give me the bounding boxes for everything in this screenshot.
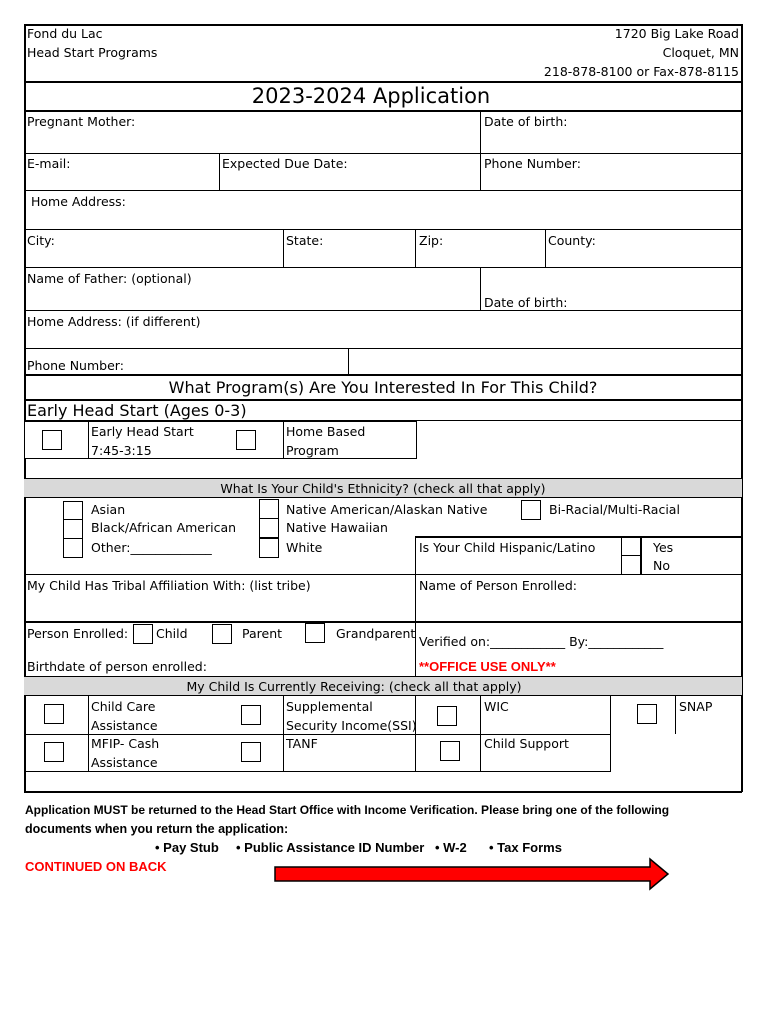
biracial-label: Bi-Racial/Multi-Racial <box>549 502 680 517</box>
cca-label-2: Assistance <box>91 718 158 733</box>
divider <box>24 695 742 696</box>
person-enrolled-label: Person Enrolled: <box>27 626 129 641</box>
ehs-heading: Early Head Start (Ages 0-3) <box>27 401 247 420</box>
city-field[interactable]: City: <box>27 233 55 248</box>
home-based-label-2: Program <box>286 443 339 458</box>
doc-public-assistance: • Public Assistance ID Number <box>236 840 425 855</box>
biracial-checkbox[interactable] <box>521 500 541 520</box>
hispanic-yes-checkbox[interactable] <box>621 537 641 557</box>
frame-bottom <box>24 791 742 793</box>
org-name: Fond du Lac <box>27 26 103 41</box>
divider <box>24 478 742 479</box>
snap-label: SNAP <box>679 699 713 714</box>
ssi-checkbox[interactable] <box>241 705 261 725</box>
ssi-label-2: Security Income(SSI) <box>286 718 417 733</box>
address-city: Cloquet, MN <box>662 45 739 60</box>
mother-dob-field[interactable]: Date of birth: <box>484 114 568 129</box>
programs-heading: What Program(s) Are You Interested In For This Child? <box>168 378 598 397</box>
ehs-checkbox[interactable] <box>42 430 62 450</box>
divider <box>24 153 742 154</box>
asian-label: Asian <box>91 502 126 517</box>
native-hawaiian-checkbox[interactable] <box>259 518 279 538</box>
father-address-field[interactable]: Home Address: (if different) <box>27 314 201 329</box>
birthdate-enrolled-field[interactable]: Birthdate of person enrolled: <box>27 659 207 674</box>
divider <box>24 497 742 498</box>
child-support-label: Child Support <box>484 736 569 751</box>
divider <box>24 190 742 191</box>
hispanic-question: Is Your Child Hispanic/Latino <box>419 540 596 555</box>
home-based-label: Home Based <box>286 424 366 439</box>
enrolled-child-label: Child <box>156 626 188 641</box>
native-american-checkbox[interactable] <box>259 499 279 519</box>
tanf-label: TANF <box>286 736 318 751</box>
return-notice: Application MUST be returned to the Head Start Office with Income Verification. Please bring one of the following <box>25 803 670 817</box>
other-checkbox[interactable] <box>63 538 83 558</box>
tribal-affiliation-field[interactable]: My Child Has Tribal Affiliation With: (list tribe) <box>27 578 311 593</box>
org-programs: Head Start Programs <box>27 45 158 60</box>
divider <box>24 374 742 376</box>
divider <box>415 622 416 676</box>
enrolled-grandparent-label: Grandparent <box>336 626 416 641</box>
home-based-checkbox[interactable] <box>236 430 256 450</box>
hispanic-no-label: No <box>653 558 670 573</box>
divider <box>24 676 742 677</box>
name-enrolled-field[interactable]: Name of Person Enrolled: <box>419 578 577 593</box>
title-line-bottom <box>24 110 742 112</box>
divider <box>480 267 481 310</box>
father-phone-field[interactable]: Phone Number: <box>27 358 124 373</box>
tanf-checkbox[interactable] <box>241 742 261 762</box>
hispanic-no-checkbox[interactable] <box>621 555 641 575</box>
continued-on-back: CONTINUED ON BACK <box>25 859 167 874</box>
asian-checkbox[interactable] <box>63 501 83 521</box>
divider <box>675 696 676 734</box>
hispanic-yes-label: Yes <box>653 540 674 555</box>
white-checkbox[interactable] <box>259 538 279 558</box>
divider <box>88 421 89 459</box>
divider <box>24 621 742 623</box>
cca-checkbox[interactable] <box>44 704 64 724</box>
email-field[interactable]: E-mail: <box>27 156 71 171</box>
enrolled-child-checkbox[interactable] <box>133 624 153 644</box>
ssi-label: Supplemental <box>286 699 373 714</box>
due-date-field[interactable]: Expected Due Date: <box>222 156 348 171</box>
ethnicity-heading: What Is Your Child's Ethnicity? (check all that apply) <box>220 481 546 496</box>
divider <box>24 574 742 575</box>
doc-pay-stub: • Pay Stub <box>155 840 219 855</box>
pregnant-mother-field[interactable]: Pregnant Mother: <box>27 114 136 129</box>
divider <box>24 310 742 311</box>
state-field[interactable]: State: <box>286 233 324 248</box>
cca-label: Child Care <box>91 699 156 714</box>
divider <box>415 536 742 538</box>
mfip-checkbox[interactable] <box>44 742 64 762</box>
divider <box>219 153 220 191</box>
divider <box>24 348 742 349</box>
wic-checkbox[interactable] <box>437 706 457 726</box>
doc-w2: • W-2 <box>435 840 467 855</box>
divider <box>641 536 642 574</box>
white-label: White <box>286 540 323 555</box>
return-notice-2: documents when you return the application: <box>25 822 289 836</box>
black-checkbox[interactable] <box>63 519 83 539</box>
wic-label: WIC <box>484 699 509 714</box>
receiving-heading: My Child Is Currently Receiving: (check all that apply) <box>186 679 522 694</box>
ehs-option-hours: 7:45-3:15 <box>91 443 152 458</box>
address-phone: 218-878-8100 or Fax-878-8115 <box>543 64 739 79</box>
native-hawaiian-label: Native Hawaiian <box>286 520 388 535</box>
verified-field: Verified on:____________ By:____________ <box>419 634 664 649</box>
enrolled-parent-label: Parent <box>242 626 283 641</box>
father-dob-field[interactable]: Date of birth: <box>484 295 568 310</box>
divider <box>283 229 284 267</box>
child-support-checkbox[interactable] <box>440 741 460 761</box>
mother-phone-field[interactable]: Phone Number: <box>484 156 581 171</box>
form-title: 2023-2024 Application <box>251 84 491 108</box>
doc-tax-forms: • Tax Forms <box>489 840 562 855</box>
home-address-field[interactable]: Home Address: <box>31 194 126 209</box>
enrolled-parent-checkbox[interactable] <box>212 624 232 644</box>
divider <box>415 536 416 622</box>
enrolled-grandparent-checkbox[interactable] <box>305 623 325 643</box>
divider <box>545 229 546 267</box>
divider <box>24 771 611 772</box>
ehs-option-label: Early Head Start <box>91 424 194 439</box>
mfip-label: MFIP- Cash <box>91 736 160 751</box>
divider <box>24 229 742 230</box>
office-use-only: **OFFICE USE ONLY** <box>419 659 556 674</box>
address-street: 1720 Big Lake Road <box>614 26 739 41</box>
other-label: Other:_____________ <box>91 540 212 555</box>
native-american-label: Native American/Alaskan Native <box>286 502 488 517</box>
zip-field[interactable]: Zip: <box>419 233 444 248</box>
frame-top <box>24 24 742 26</box>
divider <box>415 229 416 267</box>
county-field[interactable]: County: <box>548 233 596 248</box>
divider <box>348 348 349 375</box>
divider <box>24 267 742 268</box>
continued-arrow-icon <box>272 856 672 892</box>
mfip-label-2: Assistance <box>91 755 158 770</box>
black-label: Black/African American <box>91 520 237 535</box>
father-name-field[interactable]: Name of Father: (optional) <box>27 271 192 286</box>
snap-checkbox[interactable] <box>637 704 657 724</box>
divider <box>283 421 284 459</box>
divider <box>480 111 481 191</box>
